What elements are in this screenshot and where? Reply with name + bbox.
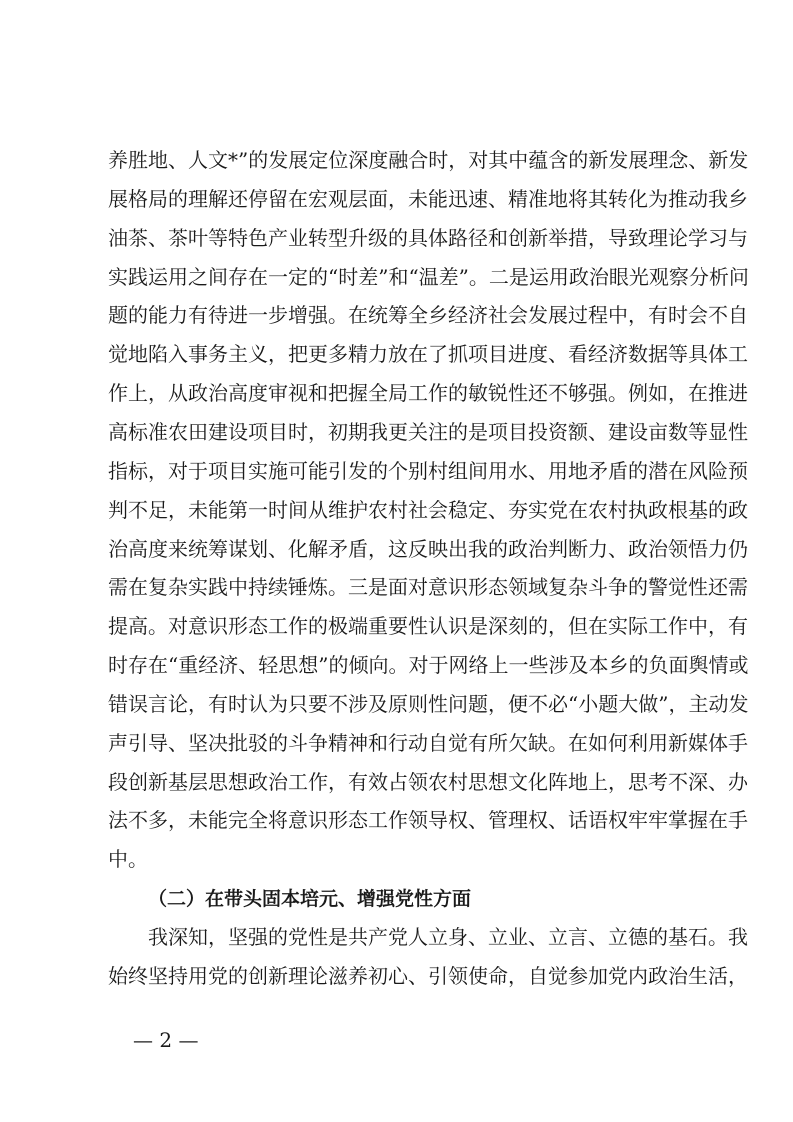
text-line: 提高。对意识形态工作的极端重要性认识是深刻的，但在实际工作中，有 xyxy=(108,614,748,639)
text-line: 养胜地、人文*”的发展定位深度融合时，对其中蕴含的新发展理念、新发 xyxy=(108,148,749,172)
text-line: 时存在“重经济、轻思想”的倾向。对于网络上一些涉及本乡的负面舆情或 xyxy=(108,653,749,678)
text-line: 段创新基层思想政治工作，有效占领农村思想文化阵地上，思考不深、办 xyxy=(108,769,748,794)
text-line: 高标准农田建设项目时，初期我更关注的是项目投资额、建设亩数等显性 xyxy=(108,419,748,444)
text-line: 油茶、茶叶等特色产业转型升级的具体路径和创新举措，导致理论学习与 xyxy=(108,225,748,250)
text-line: 题的能力有待进一步增强。在统筹全乡经济社会发展过程中，有时会不自 xyxy=(108,303,748,328)
text-line: 实践运用之间存在一定的“时差”和“温差”。二是运用政治眼光观察分析问 xyxy=(108,264,749,289)
text-line: 觉地陷入事务主义，把更多精力放在了抓项目进度、看经济数据等具体工 xyxy=(108,342,748,367)
text-line: 声引导、坚决批驳的斗争精神和行动自觉有所欠缺。在如何利用新媒体手 xyxy=(108,730,748,755)
text-line: 作上，从政治高度审视和把握全局工作的敏锐性还不够强。例如，在推进 xyxy=(108,381,748,406)
text-line: 错误言论，有时认为只要不涉及原则性问题，便不必“小题大做”，主动发 xyxy=(108,691,749,716)
text-line: 需在复杂实践中持续锤炼。三是面对意识形态领域复杂斗争的警觉性还需 xyxy=(108,575,748,600)
text-line: 法不多，未能完全将意识形态工作领导权、管理权、话语权牢牢掌握在手 xyxy=(108,808,748,833)
text-line: 我深知，坚强的党性是共产党人立身、立业、立言、立德的基石。我 xyxy=(148,925,748,949)
text-line: 中。 xyxy=(108,847,148,872)
text-line: 指标，对于项目实施可能引发的个别村组间用水、用地矛盾的潜在风险预 xyxy=(108,458,748,483)
text-line: 展格局的理解还停留在宏观层面，未能迅速、精准地将其转化为推动我乡 xyxy=(108,186,748,211)
text-line: 治高度来统筹谋划、化解矛盾，这反映出我的政治判断力、政治领悟力仍 xyxy=(108,536,748,561)
text-line: 判不足，未能第一时间从维护农村社会稳定、夯实党在农村执政根基的政 xyxy=(108,497,748,522)
section-heading: （二）在带头固本培元、增强党性方面 xyxy=(148,888,472,910)
page-number: — 2 — xyxy=(133,1028,199,1052)
text-line: 始终坚持用党的创新理论滋养初心、引领使命，自觉参加党内政治生活， xyxy=(108,963,748,988)
